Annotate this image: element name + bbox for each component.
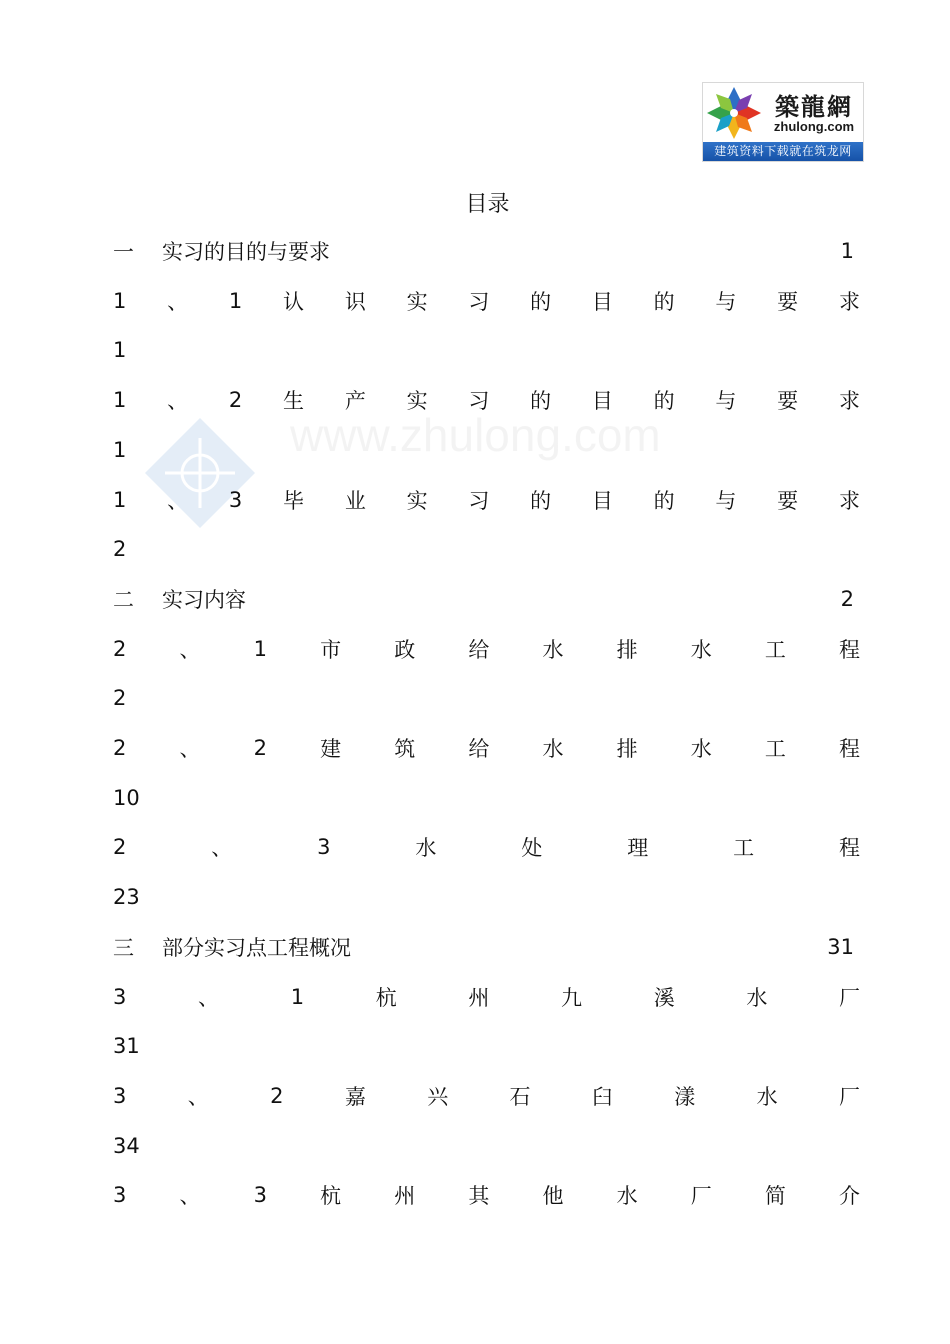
toc-entry-char: 、 (167, 290, 189, 314)
toc-entry-char: 水 (415, 836, 437, 860)
toc-entry-char: 介 (839, 1184, 860, 1208)
toc-entry-char: 杭 (320, 1184, 342, 1208)
toc-entry-char: 1 (228, 289, 243, 313)
toc-entry (113, 633, 860, 665)
toc-entry-char: 水 (690, 737, 712, 761)
toc-entry-char: 工 (733, 836, 755, 860)
toc-entry-char: 毕 (283, 489, 305, 513)
logo-domain: zhulong.com (773, 119, 855, 134)
toc-title: 目录 (465, 192, 510, 217)
toc-entry-char: 习 (468, 389, 490, 413)
toc-entry (113, 981, 860, 1013)
toc-entry-char: 、 (167, 389, 189, 413)
toc-heading-text: 部分实习点工程概况 (162, 936, 351, 960)
toc-entry-char: 石 (509, 1085, 531, 1109)
toc-entry-char: 目 (591, 290, 613, 314)
toc-page-number-line (113, 533, 860, 565)
zhulong-pinwheel-icon (705, 85, 763, 141)
toc-page-number: 2 (840, 587, 854, 611)
toc-entry-char: 、 (179, 638, 201, 662)
toc-entry-char: 与 (715, 389, 737, 413)
toc-heading-number: 一 (113, 240, 134, 264)
toc-entry-char: 求 (838, 389, 860, 413)
toc-entry-char: 水 (746, 986, 768, 1010)
toc-entry-char: 的 (530, 489, 552, 513)
toc-entry-char: 嘉 (344, 1085, 366, 1109)
toc-entry-char: 2 (253, 736, 267, 760)
toc-entry-char: 水 (542, 638, 564, 662)
toc-entry-char: 2 (113, 835, 127, 859)
toc-entry-char: 市 (320, 638, 342, 662)
toc-section-heading (113, 931, 860, 963)
toc-entry-char: 业 (344, 489, 366, 513)
toc-entry-char: 程 (839, 638, 860, 662)
toc-entry-char: 3 (113, 985, 127, 1009)
toc-heading-text: 实习的目的与要求 (162, 240, 330, 264)
toc-entry-char: 程 (838, 836, 860, 860)
toc-entry (113, 732, 860, 764)
toc-entry-char: 与 (715, 290, 737, 314)
toc-entry-char: 排 (616, 737, 638, 761)
toc-page-number: 34 (113, 1134, 140, 1158)
toc-entry (113, 1080, 860, 1112)
toc-entry-char: 的 (653, 389, 675, 413)
toc-entry-char: 要 (777, 290, 799, 314)
toc-entry-char: 杭 (375, 986, 397, 1010)
toc-heading-label (113, 236, 330, 266)
toc-entry-char: 工 (764, 737, 786, 761)
toc-entry-char: 、 (167, 489, 189, 513)
toc-entry-char: 目 (591, 489, 613, 513)
toc-entry-char: 兴 (427, 1085, 449, 1109)
toc-entry-char: 求 (838, 489, 860, 513)
toc-entry-char: 处 (521, 836, 543, 860)
toc-entry-char: 其 (468, 1184, 490, 1208)
toc-entry-char: 的 (530, 389, 552, 413)
toc-entry-char: 给 (468, 638, 490, 662)
toc-entry-char: 3 (113, 1084, 127, 1108)
toc-entry-char: 3 (228, 488, 243, 512)
toc-entry-char: 的 (530, 290, 552, 314)
toc-page-number-line (113, 881, 860, 913)
toc-entry-char: 政 (394, 638, 416, 662)
toc-entry-char: 理 (627, 836, 649, 860)
toc-heading-label (113, 584, 246, 614)
toc-entry-char: 、 (179, 1184, 201, 1208)
toc-entry-char: 3 (253, 1183, 267, 1207)
toc-entry-char: 州 (468, 986, 490, 1010)
toc-page-number-line (113, 1030, 860, 1062)
toc-page-number: 1 (840, 239, 854, 263)
toc-page-number-line (113, 1130, 860, 1162)
toc-entry-char: 3 (113, 1183, 127, 1207)
toc-entry-char: 建 (320, 737, 342, 761)
toc-page-number: 2 (113, 537, 127, 561)
toc-entry-char: 溪 (653, 986, 675, 1010)
toc-entry-char: 的 (653, 290, 675, 314)
toc-entry-char: 目 (591, 389, 613, 413)
toc-entry-char: 产 (344, 389, 366, 413)
toc-entry-char: 习 (468, 489, 490, 513)
toc-entry-char: 认 (283, 290, 305, 314)
toc-entry-char: 程 (839, 737, 860, 761)
toc-entry-char: 厂 (838, 1085, 860, 1109)
toc-entry-char: 、 (187, 1085, 209, 1109)
toc-entry-char: 实 (406, 489, 428, 513)
toc-page-number: 1 (113, 338, 127, 362)
toc-page-number-line (113, 334, 860, 366)
toc-entry (113, 384, 860, 416)
toc-entry (113, 484, 860, 516)
toc-entry-char: 生 (283, 389, 305, 413)
toc-entry-char: 、 (198, 986, 220, 1010)
toc-entry-char: 1 (253, 637, 267, 661)
toc-entry-char: 给 (468, 737, 490, 761)
toc-page-number-line (113, 434, 860, 466)
toc-entry-char: 州 (394, 1184, 416, 1208)
toc-entry-char: 臼 (591, 1085, 613, 1109)
toc-entry-char: 漾 (674, 1085, 696, 1109)
toc-entry-char: 与 (715, 489, 737, 513)
toc-page-number-line (113, 682, 860, 714)
toc-page-number: 2 (113, 686, 127, 710)
toc-entry-char: 水 (542, 737, 564, 761)
toc-entry-char: 求 (838, 290, 860, 314)
toc-entry-char: 厂 (839, 986, 860, 1010)
toc-entry-char: 简 (764, 1184, 786, 1208)
toc-entry-char: 排 (616, 638, 638, 662)
toc-entry-char: 习 (468, 290, 490, 314)
toc-heading-text: 实习内容 (162, 588, 246, 612)
toc-entry-char: 筑 (394, 737, 416, 761)
toc-entry-char: 2 (228, 388, 243, 412)
toc-entry-char: 要 (777, 489, 799, 513)
toc-entry-char: 1 (290, 985, 305, 1009)
toc-entry-char: 实 (406, 389, 428, 413)
toc-entry-char: 1 (113, 388, 127, 412)
toc-entry-char: 3 (317, 835, 331, 859)
toc-entry-char: 1 (113, 488, 127, 512)
toc-heading-label (113, 932, 351, 962)
toc-entry-char: 水 (690, 638, 712, 662)
toc-page-number: 23 (113, 885, 140, 909)
toc-entry-char: 的 (653, 489, 675, 513)
toc-entry-char: 工 (764, 638, 786, 662)
toc-entry-char: 1 (113, 289, 127, 313)
toc-section-heading (113, 583, 860, 615)
toc-entry-char: 要 (777, 389, 799, 413)
toc-entry (113, 1179, 860, 1211)
toc-page-number: 10 (113, 786, 140, 810)
toc-entry (113, 285, 860, 317)
toc-heading-number: 三 (113, 936, 134, 960)
toc-entry-char: 水 (616, 1184, 638, 1208)
zhulong-logo (702, 82, 864, 162)
toc-entry-char: 水 (756, 1085, 778, 1109)
toc-entry-char: 、 (211, 836, 233, 860)
toc-page-number: 1 (113, 438, 127, 462)
toc-entry-char: 九 (561, 986, 583, 1010)
toc-entry-char: 2 (113, 736, 127, 760)
toc-entry-char: 识 (344, 290, 366, 314)
toc-page-number: 31 (113, 1034, 140, 1058)
toc-page-number-line (113, 782, 860, 814)
toc-entry-char: 他 (542, 1184, 564, 1208)
toc-entry-char: 2 (270, 1084, 284, 1108)
logo-slogan: 建筑资料下载就在筑龙网 (703, 142, 863, 161)
toc-entry-char: 厂 (690, 1184, 712, 1208)
logo-brand-name: 築龍網 (775, 92, 853, 121)
toc-section-heading (113, 235, 860, 267)
toc-entry-char: 2 (113, 637, 127, 661)
toc-page-number: 31 (827, 935, 854, 959)
toc-entry (113, 831, 860, 863)
toc-entry-char: 实 (406, 290, 428, 314)
toc-heading-number: 二 (113, 588, 134, 612)
toc-entry-char: 、 (179, 737, 201, 761)
